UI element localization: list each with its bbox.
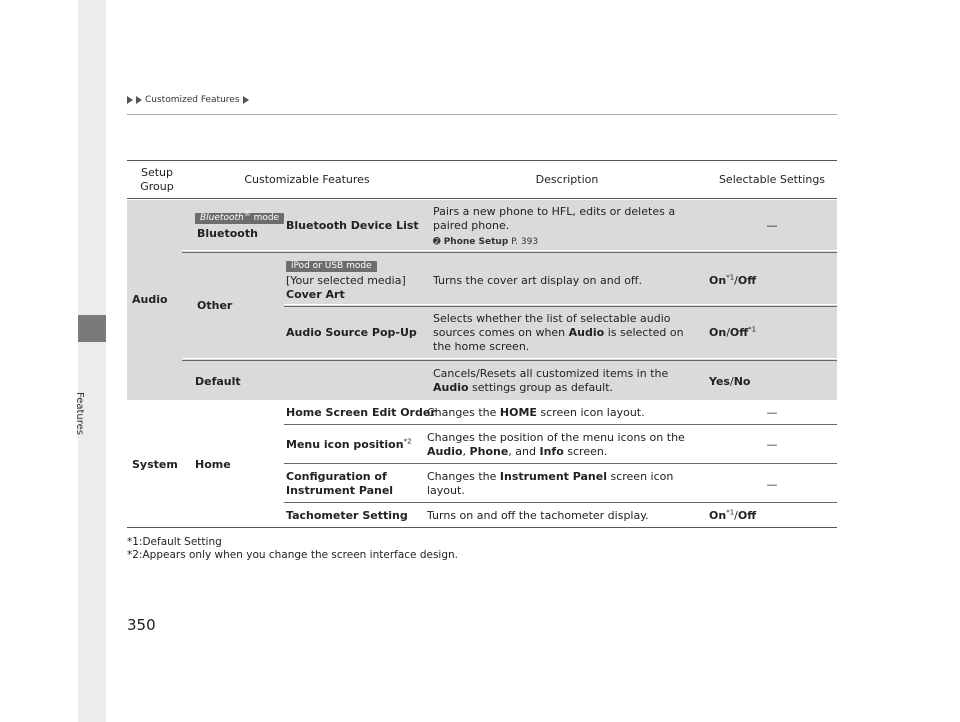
row-divider — [182, 250, 837, 251]
group-system: System — [132, 458, 178, 471]
row-divider — [284, 306, 837, 307]
breadcrumb-arrow-icon — [243, 96, 249, 104]
feature-audio-source-popup: Audio Source Pop-Up — [286, 326, 417, 339]
header-rule — [127, 114, 837, 115]
breadcrumb[interactable] — [127, 95, 249, 105]
feature-instrument-panel-config: Configuration of Instrument Panel — [286, 470, 394, 497]
footnote-2: *2:Appears only when you change the screen interface design. — [127, 549, 459, 561]
desc-cover-art: Turns the cover art display on and off. — [433, 274, 642, 287]
header-bottom-rule — [127, 198, 837, 199]
feature-home-screen-edit-order: Home Screen Edit Order — [286, 406, 436, 419]
row-divider — [284, 424, 837, 425]
bluetooth-mode-tag: Bluetooth® mode — [195, 210, 284, 224]
setting-cover-art: On$^{*1}$/Off — [709, 273, 757, 287]
feature-cover-art: [Your selected media] Cover Art — [286, 274, 406, 301]
row-divider — [284, 463, 837, 464]
feature-tachometer-setting: Tachometer Setting — [286, 509, 408, 522]
group-audio: Audio — [132, 293, 168, 306]
breadcrumb-section[interactable]: Customized Features — [145, 95, 240, 105]
desc-default: Cancels/Resets all customized items in the Audio settings group as default. — [433, 367, 669, 394]
subgroup-home: Home — [195, 458, 231, 471]
header-customizable-features: Customizable Features — [244, 173, 370, 186]
setting-default: Yes/No — [709, 375, 751, 388]
setting-instrument-panel-config: — — [766, 478, 778, 491]
breadcrumb-arrow-icon — [136, 96, 142, 104]
row-divider — [182, 252, 837, 253]
page-number: 350 — [127, 616, 156, 634]
desc-bluetooth-device-list: Pairs a new phone to HFL, edits or deletes a paired phone. ➋ Phone Setup P. 393 — [433, 205, 703, 249]
setting-audio-source-popup: On/Off$^{*1}$ — [709, 325, 757, 339]
feature-menu-icon-position: Menu icon position$^{*2}$ — [286, 437, 412, 451]
desc-tachometer-setting: Turns on and off the tachometer display. — [427, 509, 649, 522]
footnote-1: *1:Default Setting — [127, 536, 222, 548]
breadcrumb-arrow-icon — [127, 96, 133, 104]
subgroup-bluetooth: Bluetooth — [197, 227, 258, 240]
desc-home-screen-edit-order: Changes the HOME screen icon layout. — [427, 406, 645, 419]
bluetooth-mode-tag-rest: mode — [250, 213, 280, 223]
table-top-rule — [127, 160, 837, 161]
table-bottom-rule — [127, 527, 837, 528]
ipod-usb-mode-tag: iPod or USB mode — [286, 258, 377, 272]
feature-bluetooth-device-list: Bluetooth Device List — [286, 219, 419, 232]
row-divider — [284, 502, 837, 503]
side-tab — [78, 0, 106, 722]
side-tab-marker — [78, 315, 106, 342]
setting-bluetooth-device-list: — — [766, 219, 778, 232]
subgroup-default: Default — [195, 375, 241, 388]
subgroup-other: Other — [197, 299, 233, 312]
setting-tachometer: On$^{*1}$/Off — [709, 508, 757, 522]
row-divider — [284, 304, 837, 305]
setting-menu-icon-position: — — [766, 438, 778, 451]
side-section-label: Features — [74, 392, 85, 435]
row-divider — [182, 358, 837, 359]
desc-audio-source-popup: Selects whether the list of selectable audio sources comes on when Audio is selected on the home screen. — [433, 312, 684, 353]
phone-setup-link[interactable]: ➋ Phone Setup P. 393 — [433, 237, 539, 247]
row-divider — [182, 360, 837, 361]
header-description: Description — [535, 173, 599, 186]
footnotes — [127, 536, 458, 562]
setting-home-screen-edit-order: — — [766, 406, 778, 419]
header-setup-group: Setup Group — [140, 166, 174, 193]
desc-instrument-panel-config: Changes the Instrument Panel screen icon layout. — [427, 470, 674, 497]
header-selectable-settings: Selectable Settings — [718, 173, 826, 186]
desc-menu-icon-position: Changes the position of the menu icons on the Audio, Phone, and Info screen. — [427, 431, 685, 458]
bluetooth-mode-tag-italic: Bluetooth — [200, 213, 244, 223]
